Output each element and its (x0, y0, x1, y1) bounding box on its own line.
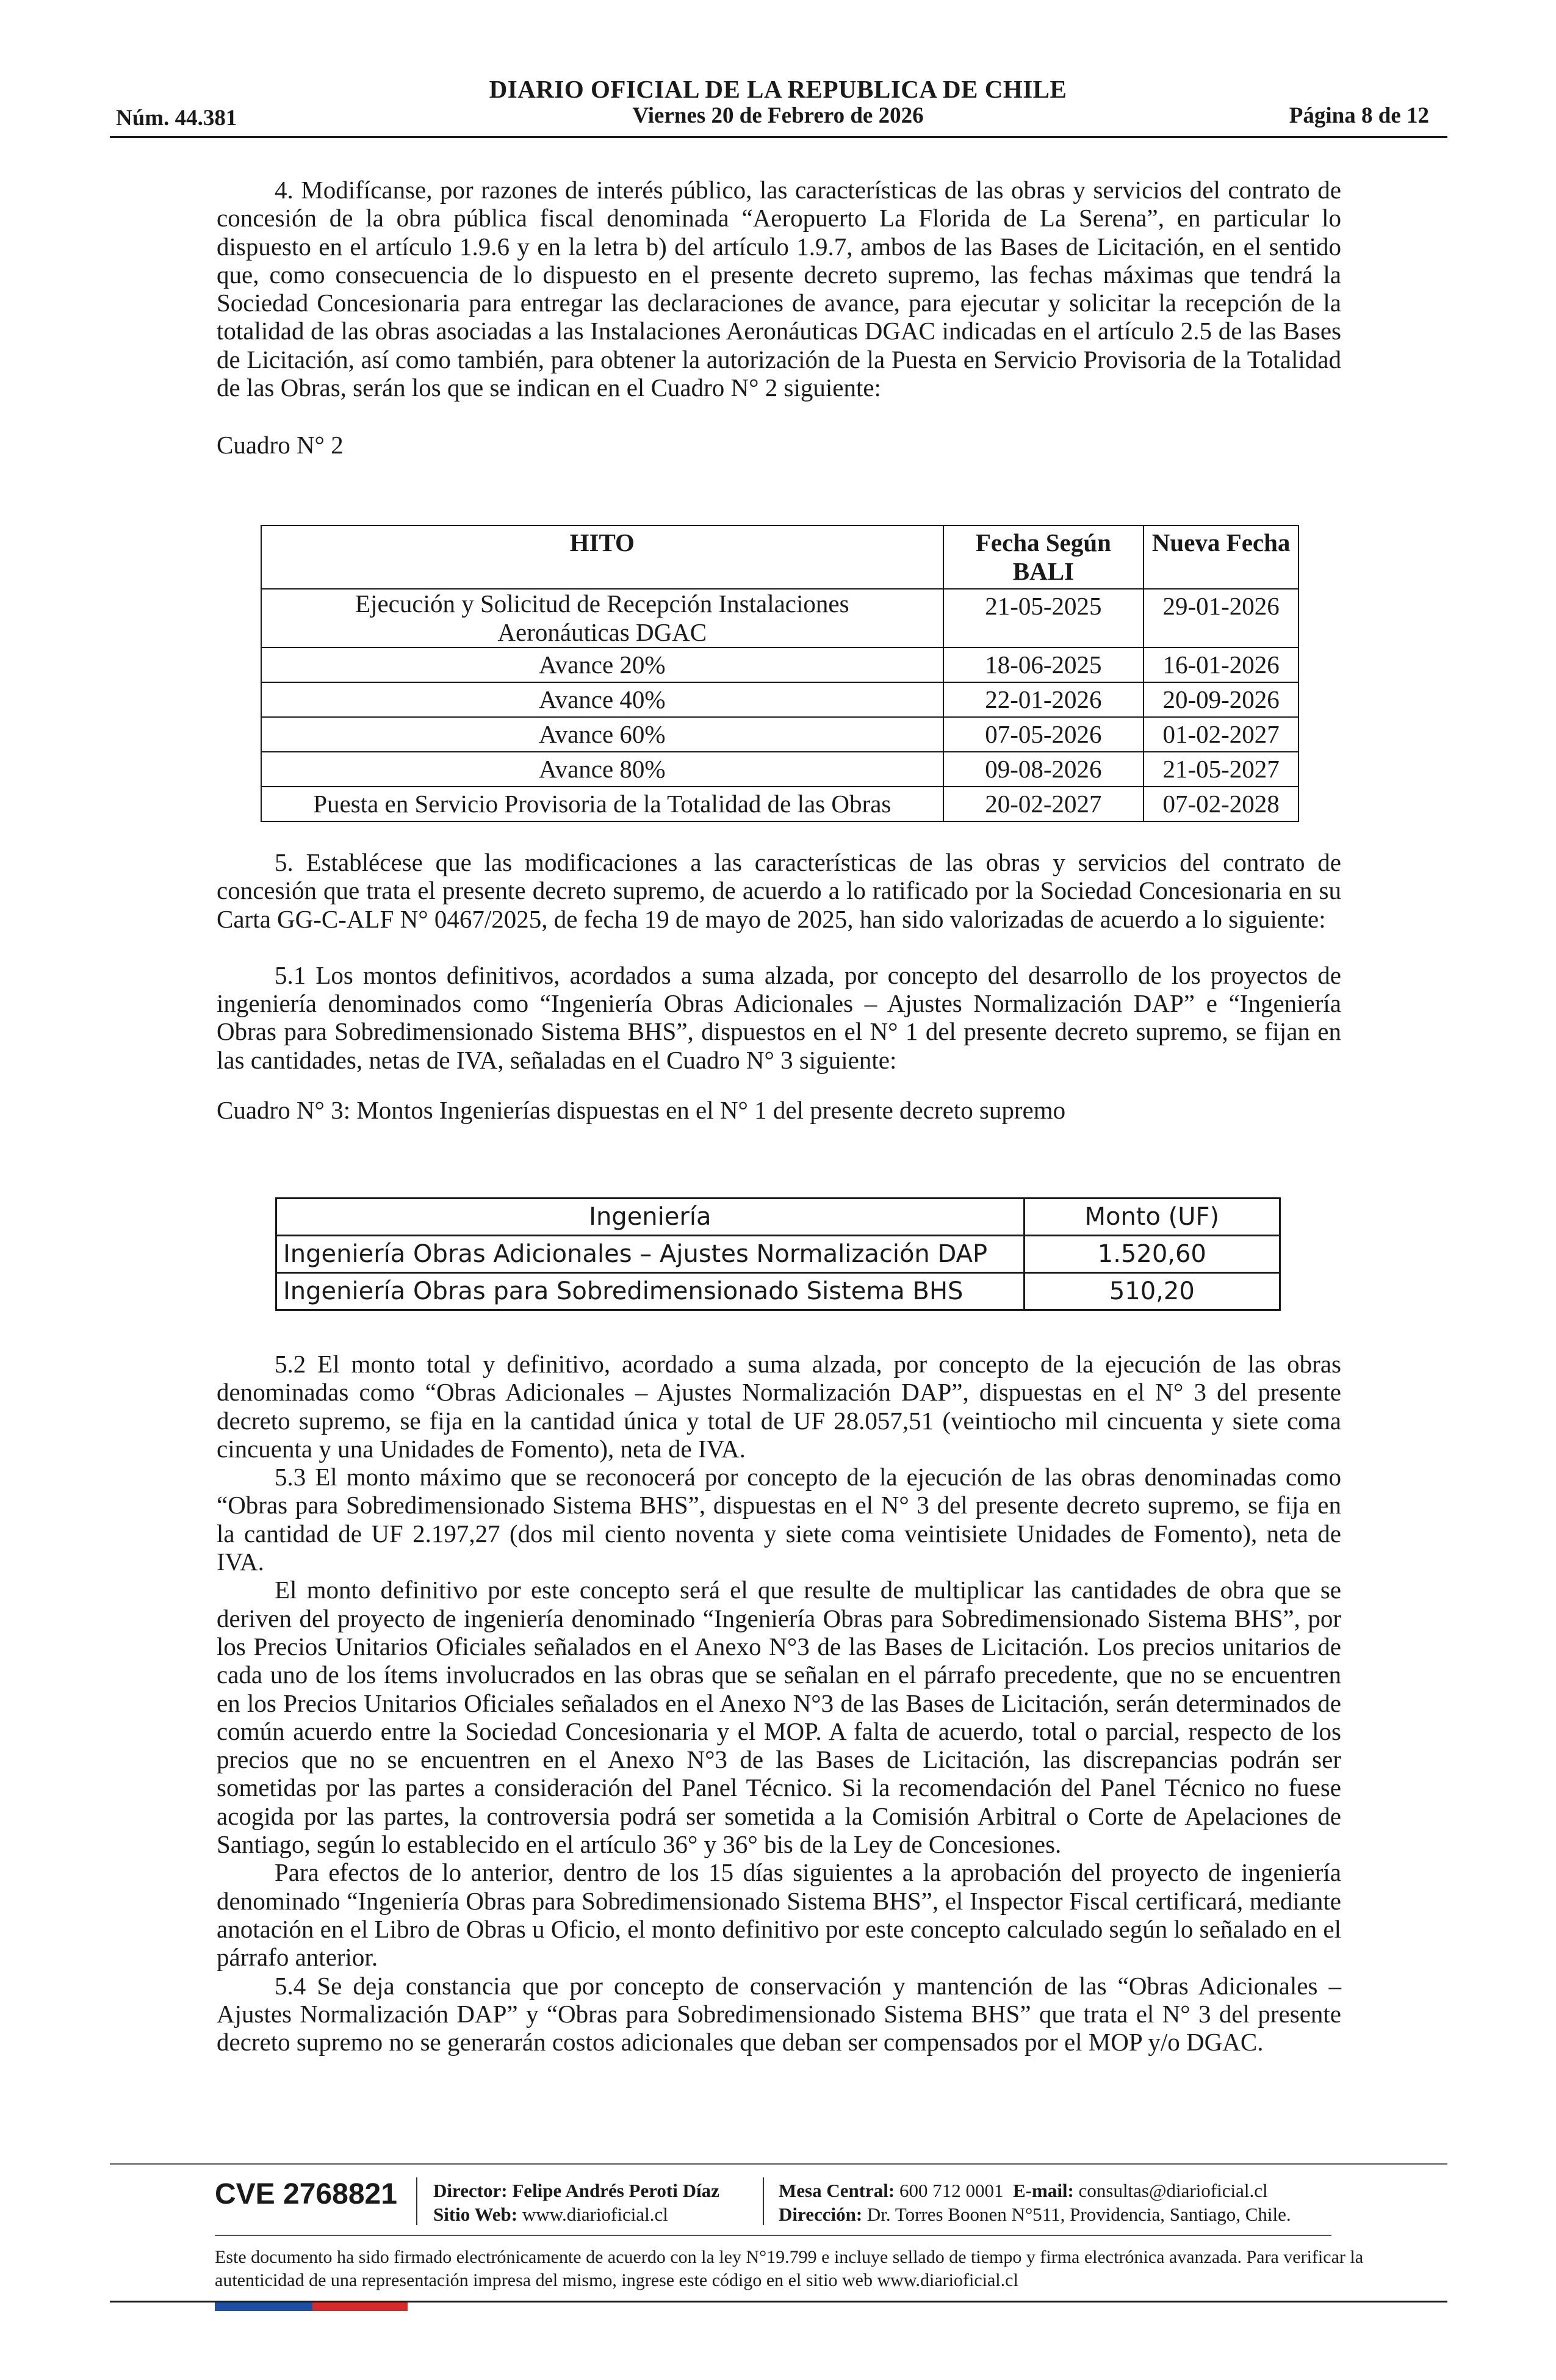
cve-code: CVE 2768821 (215, 2178, 397, 2210)
table-cell: 18-06-2025 (943, 647, 1144, 682)
flag-bar-red (312, 2302, 408, 2311)
footer-separator (763, 2177, 764, 2225)
table-cell: Ingeniería Obras para Sobredimensionado Sistema BHS (276, 1273, 1025, 1310)
footer-divider (110, 2163, 1447, 2165)
footer-director-block (433, 2179, 719, 2226)
table-cell: Avance 40% (261, 682, 943, 717)
paragraph-5-3: 5.3 El monto máximo que se reconocerá por concepto de la ejecución de las obras denominadas como “Obras para Sobredimensionado Sistema BHS”, dispuestas en el N° 3 del presente decreto supremo, se fija en la cantidad de UF 2.197,27 (dos mil ciento noventa y siete coma veintisiete Unidades de Fomento), neta de IVA. (217, 1463, 1341, 1576)
table-cell: 20-02-2027 (943, 787, 1144, 821)
mesa-phone: 600 712 0001 (899, 2180, 1004, 2201)
table-cell: 21-05-2027 (1144, 752, 1298, 787)
column-header: Nueva Fecha (1144, 525, 1298, 589)
column-header: HITO (261, 525, 943, 589)
mesa-label: Mesa Central: (779, 2180, 895, 2201)
sections-5-2-to-5-4 (217, 1350, 1341, 2056)
page-indicator: Página 8 de 12 (1289, 103, 1429, 128)
web-label: Sitio Web: (433, 2204, 518, 2225)
address-text: Dr. Torres Boonen N°511, Providencia, Santiago, Chile. (866, 2204, 1291, 2225)
table-cell: 29-01-2026 (1144, 589, 1298, 647)
cuadro-3-caption: Cuadro N° 3: Montos Ingenierías dispuestas en el N° 1 del presente decreto supremo (217, 1096, 1066, 1125)
cuadro-2-table (261, 525, 1299, 822)
section-4 (217, 176, 1341, 460)
table-cell: Avance 60% (261, 717, 943, 752)
table-cell: 1.520,60 (1024, 1236, 1280, 1273)
table-row (276, 1273, 1280, 1310)
paragraph-4: 4. Modifícanse, por razones de interés público, las características de las obras y servicios del contrato de concesión de la obra pública fiscal denominada “Aeropuerto La Florida de La Serena”, en particular lo dispuesto en el artículo 1.9.6 y en la letra b) del artículo 1.9.7, ambos de las Bases de Licitación, en el sentido que, como consecuencia de lo dispuesto en el presente decreto supremo, las fechas máximas que tendrá la Sociedad Concesionaria para entregar las declaraciones de avance, para ejecutar y solicitar la recepción de la totalidad de las obras asociadas a las Instalaciones Aeronáuticas DGAC indicadas en el artículo 2.5 de las Bases de Licitación, así como también, para obtener la autorización de la Puesta en Servicio Provisoria de la Totalidad de las Obras, serán los que se indican en el Cuadro N° 2 siguiente: (217, 176, 1341, 402)
email-link[interactable]: consultas@diarioficial.cl (1078, 2180, 1268, 2201)
table-cell: Puesta en Servicio Provisoria de la Totalidad de las Obras (261, 787, 943, 821)
table-cell: 16-01-2026 (1144, 647, 1298, 682)
newspaper-title: DIARIO OFICIAL DE LA REPUBLICA DE CHILE (489, 75, 1067, 103)
table-row (261, 717, 1298, 752)
table-cell: 07-02-2028 (1144, 787, 1298, 821)
footer-separator (416, 2177, 417, 2225)
table-row (261, 589, 1298, 647)
paragraph-5-2: 5.2 El monto total y definitivo, acordado a suma alzada, por concepto de la ejecución de las obras denominadas como “Obras Adicionales – Ajustes Normalización DAP”, dispuestas en el N° 3 del presente decreto supremo, se fija en la cantidad única y total de UF 28.057,51 (veintiocho mil cincuenta y siete coma cincuenta y una Unidades de Fomento), neta de IVA. (217, 1350, 1341, 1463)
cuadro-3-table (275, 1197, 1281, 1311)
table-cell: 510,20 (1024, 1273, 1280, 1310)
section-5 (217, 848, 1341, 1124)
cuadro-2-caption: Cuadro N° 2 (217, 431, 344, 460)
table-cell: 22-01-2026 (943, 682, 1144, 717)
table-cell: Avance 20% (261, 647, 943, 682)
issue-number: Núm. 44.381 (116, 106, 237, 131)
header-divider (110, 136, 1447, 138)
paragraph-5-1: 5.1 Los montos definitivos, acordados a suma alzada, por concepto del desarrollo de los proyectos de ingeniería denominados como “Ingeniería Obras Adicionales – Ajustes Normalización DAP” e “Ingeniería Obras para Sobredimensionado Sistema BHS”, dispuestos en el N° 1 del presente decreto supremo, se fijan en las cantidades, netas de IVA, señaladas en el Cuadro N° 3 siguiente: (217, 961, 1341, 1074)
paragraph-5-3-c: Para efectos de lo anterior, dentro de los 15 días siguientes a la aprobación del proyecto de ingeniería denominado “Ingeniería Obras para Sobredimensionado Sistema BHS”, el Inspector Fiscal certificará, mediante anotación en el Libro de Obras u Oficio, el monto definitivo por este concepto calculado según lo señalado en el párrafo anterior. (217, 1858, 1341, 1972)
column-header: Fecha Según BALI (943, 525, 1144, 589)
column-header: Monto (UF) (1024, 1199, 1280, 1236)
director-label: Director: (433, 2180, 508, 2201)
footer-contact-block (779, 2179, 1291, 2226)
address-label: Dirección: (779, 2204, 863, 2225)
table-row (261, 647, 1298, 682)
table-row (261, 682, 1298, 717)
table-row (261, 787, 1298, 821)
table-cell: 01-02-2027 (1144, 717, 1298, 752)
table-cell: 20-09-2026 (1144, 682, 1298, 717)
paragraph-5: 5. Establécese que las modificaciones a las características de las obras y servicios del contrato de concesión que trata el presente decreto supremo, de acuerdo a lo ratificado por la Sociedad Concesionaria en su Carta GG-C-ALF N° 0467/2025, de fecha 19 de mayo de 2025, han sido valorizadas de acuerdo a lo siguiente: (217, 848, 1341, 933)
director-name: Felipe Andrés Peroti Díaz (512, 2180, 719, 2201)
table-cell: 07-05-2026 (943, 717, 1144, 752)
footer-inner-divider (215, 2235, 1331, 2236)
table-cell: 09-08-2026 (943, 752, 1144, 787)
column-header: Ingeniería (276, 1199, 1025, 1236)
table-row (261, 752, 1298, 787)
legal-notice: Este documento ha sido firmado electrónicamente de acuerdo con la ley N°19.799 e incluye sellado de tiempo y firma electrónica avanzada. Para verificar la autenticidad de una representación impresa del mismo, ingrese este código en el sitio web www.diarioficial.cl (215, 2247, 1364, 2290)
paragraph-5-3-b: El monto definitivo por este concepto será el que resulte de multiplicar las cantidades de obra que se deriven del proyecto de ingeniería denominado “Ingeniería Obras para Sobredimensionado Sistema BHS”, por los Precios Unitarios Oficiales señalados en el Anexo N°3 de las Bases de Licitación. Los precios unitarios de cada uno de los ítems involucrados en las obras que se señalan en el párrafo precedente, que no se encuentren en los Precios Unitarios Oficiales señalados en el Anexo N°3 de las Bases de Licitación, serán determinados de común acuerdo entre la Sociedad Concesionaria y el MOP. A falta de acuerdo, total o parcial, respecto de los precios que no se encuentren en el Anexo N°3 de las Bases de Licitación, las discrepancias podrán ser sometidas por las partes a consideración del Panel Técnico. Si la recomendación del Panel Técnico no fuese acogida por las partes, la controversia podrá ser sometida a la Comisión Arbitral o Corte de Apelaciones de Santiago, según lo establecido en el artículo 36° y 36° bis de la Ley de Concesiones. (217, 1576, 1341, 1859)
website-link[interactable]: www.diarioficial.cl (522, 2204, 668, 2225)
issue-date: Viernes 20 de Febrero de 2026 (632, 103, 924, 128)
table-header-row (261, 525, 1298, 589)
email-label: E-mail: (1013, 2180, 1074, 2201)
table-row (276, 1236, 1280, 1273)
flag-bar-blue (215, 2302, 312, 2311)
table-cell: Avance 80% (261, 752, 943, 787)
table-cell: Ejecución y Solicitud de Recepción Instalaciones Aeronáuticas DGAC (261, 589, 943, 647)
table-cell: Ingeniería Obras Adicionales – Ajustes Normalización DAP (276, 1236, 1025, 1273)
table-header-row (276, 1199, 1280, 1236)
paragraph-5-4: 5.4 Se deja constancia que por concepto de conservación y mantención de las “Obras Adicionales – Ajustes Normalización DAP” y “Obras para Sobredimensionado Sistema BHS” que trata el N° 3 del presente decreto supremo no se generarán costos adicionales que deban ser compensados por el MOP y/o DGAC. (217, 1971, 1341, 2057)
table-cell: 21-05-2025 (943, 589, 1144, 647)
